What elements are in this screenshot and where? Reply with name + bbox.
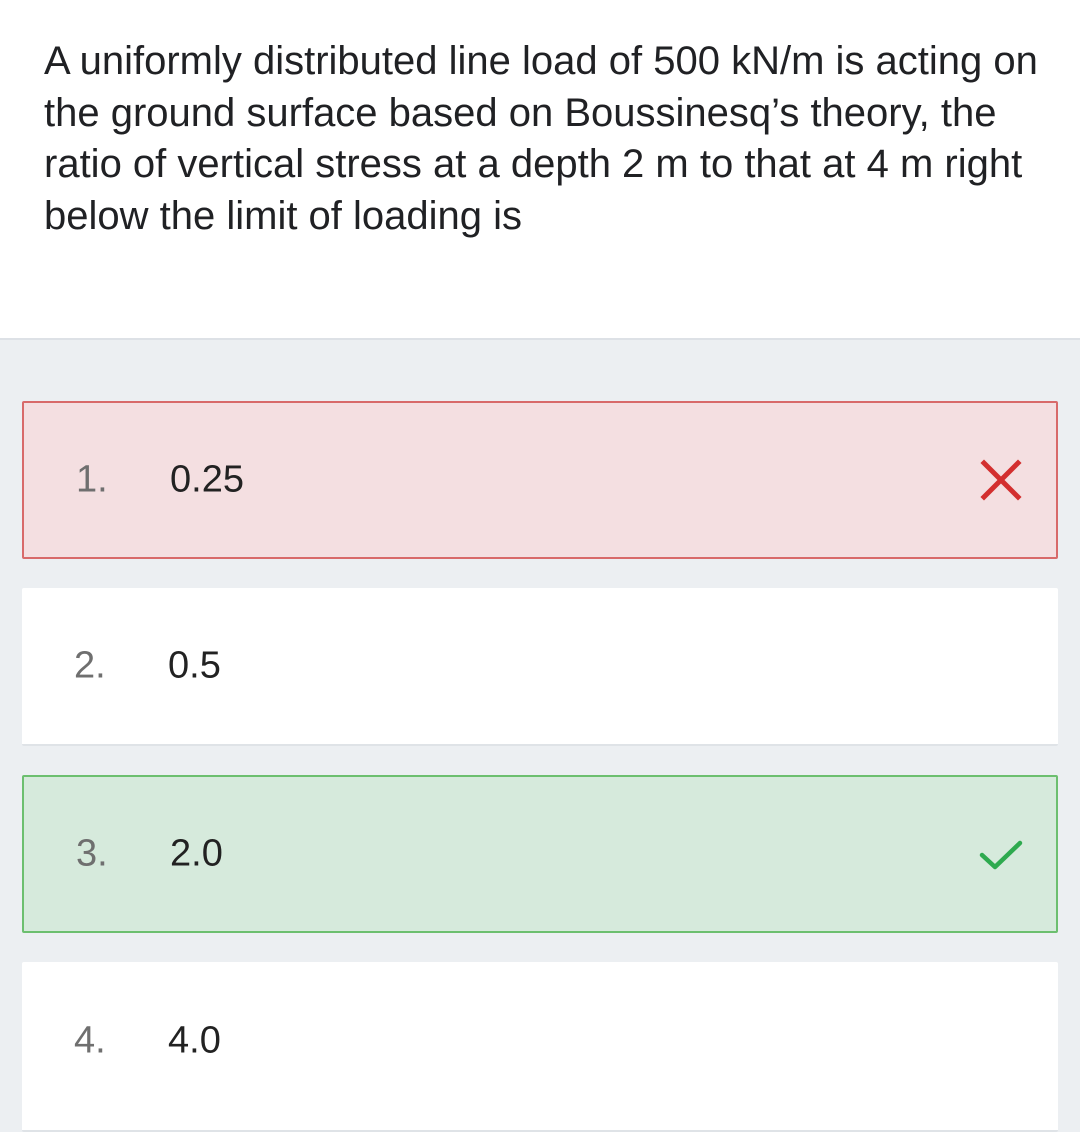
option-4[interactable]: [22, 962, 1058, 1132]
option-text: 0.5: [168, 644, 221, 687]
option-2[interactable]: [22, 588, 1058, 746]
option-text: 2.0: [170, 832, 223, 875]
option-text: 0.25: [170, 458, 244, 501]
option-text: 4.0: [168, 1019, 221, 1062]
cross-icon: [978, 457, 1024, 503]
option-1[interactable]: [22, 401, 1058, 559]
option-3[interactable]: [22, 775, 1058, 933]
option-number: 1.: [76, 458, 108, 501]
question-text: A uniformly distributed line load of 500 kN/m is acting on the ground surface based on Boussinesq’s theory, the ratio of vertical stress at a depth 2 m to that at 4 m right below the limit of loading is: [44, 39, 1038, 238]
option-number: 3.: [76, 832, 108, 875]
option-number: 2.: [74, 644, 106, 687]
option-number: 4.: [74, 1019, 106, 1062]
question-card: [0, 0, 1080, 340]
check-icon: [978, 831, 1024, 877]
